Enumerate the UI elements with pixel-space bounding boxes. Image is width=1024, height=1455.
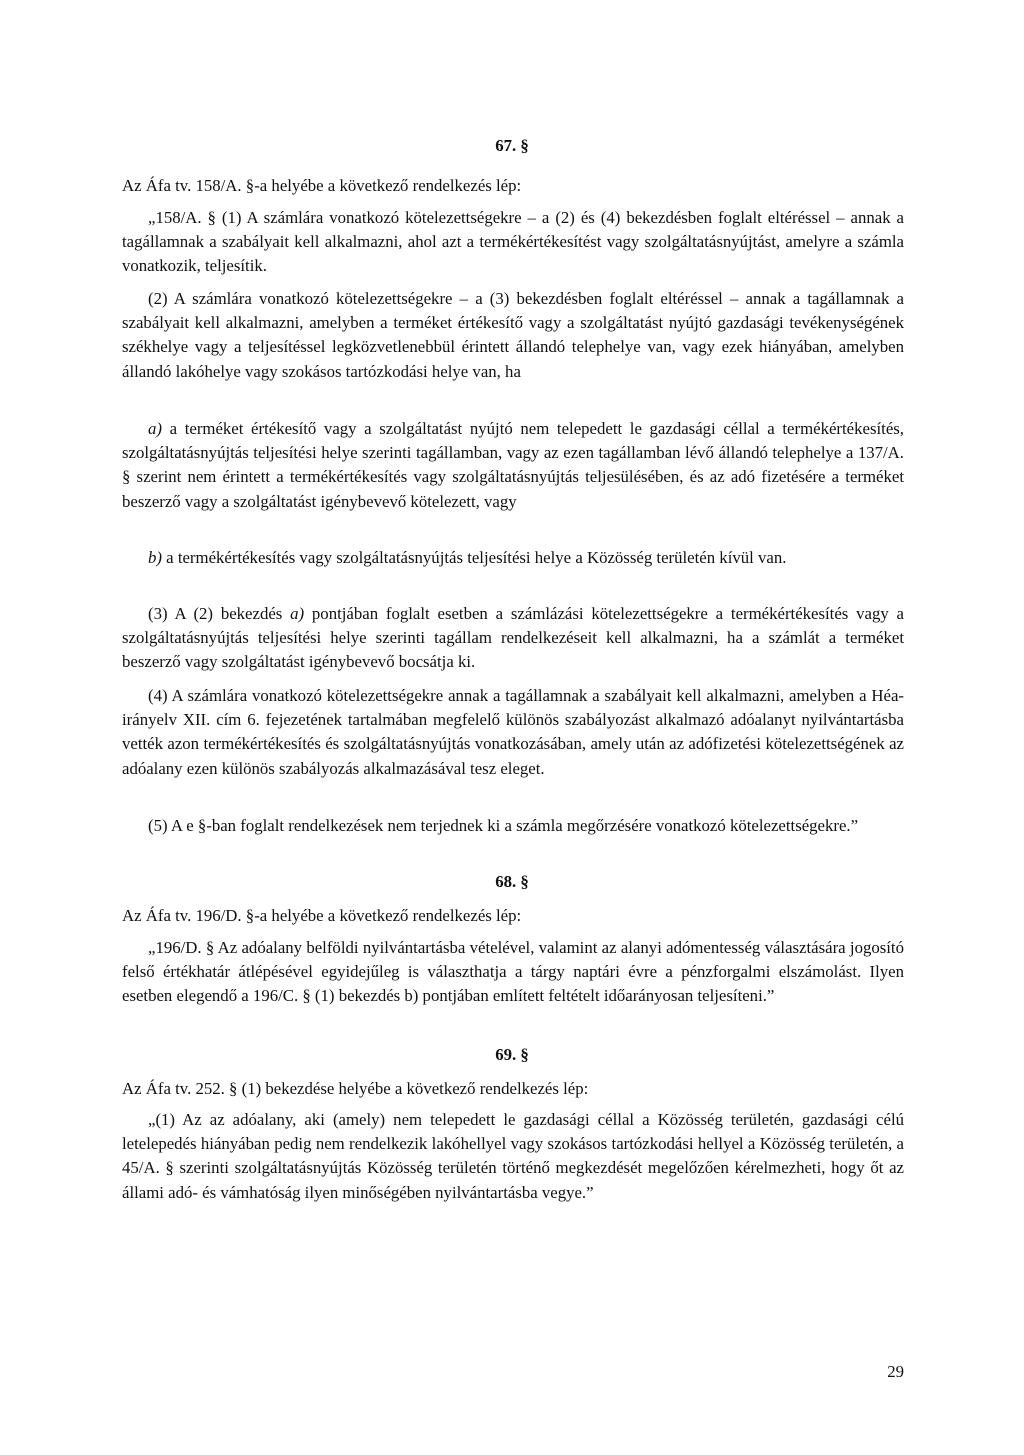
point-marker-b: b) xyxy=(148,548,162,567)
page-number: 29 xyxy=(887,1362,904,1381)
section-heading-67: 67. § xyxy=(495,136,529,155)
section-heading-68: 68. § xyxy=(495,872,529,891)
section-intro-67: Az Áfa tv. 158/A. §-a helyébe a következő rendelkezés lép: xyxy=(122,176,522,195)
paragraph-158a-2: (2) A számlára vonatkozó kötelezettségekre – a (3) bekezdésben foglalt eltéréssel – annak a tagállamnak a szabályait kell alkalmazni, amelyben a terméket értékesítő vagy a szolgáltatást nyújtó gazdasági tevékenységének székhelye vagy a teljesítéssel legközvetlenebbül érintett állandó telephelye van, vagy ezek hiányában, amelyben állandó lakóhelye vagy szokásos tartózkodási helye van, ha xyxy=(122,289,904,381)
point-reference-a: a) xyxy=(290,604,305,623)
section-heading-69: 69. § xyxy=(495,1045,529,1064)
paragraph-252-1: „(1) Az az adóalany, aki (amely) nem telepedett le gazdasági céllal a Közösség területén, gazdasági célú letelepedés hiányában pedig nem rendelkezik lakóhellyel vagy szokásos tartózkodási hellyel a Közösség területén, a 45/A. § szerinti szolgáltatásnyújtás Közösség területén történő megkezdését megelőzően kérelmezheti, hogy őt az állami adó- és vámhatóság ilyen minőségében nyilvántartásba vegye.” xyxy=(122,1110,904,1202)
paragraph-196d: „196/D. § Az adóalany belföldi nyilvántartásba vételével, valamint az alanyi adómentesség választására jogosító felső értékhatár átlépésével egyidejűleg is választhatja a tárgy naptári évre a pénzforgalmi elszámolást. Ilyen esetben elegendő a 196/C. § (1) bekezdés b) pontjában említett feltételt időarányosan teljesíteni.” xyxy=(122,938,904,1006)
section-intro-69: Az Áfa tv. 252. § (1) bekezdése helyébe a következő rendelkezés lép: xyxy=(122,1079,589,1098)
paragraph-158a-3: (3) A (2) bekezdés a) pontjában foglalt esetben a számlázási kötelezettségekre a termékértékesítés vagy a szolgáltatásnyújtás teljesítési helye szerinti tagállam rendelkezéseit kell alkalmazni, ha a számlát a terméket beszerző vagy szolgáltatást igénybevevő bocsátja ki. xyxy=(122,604,904,672)
paragraph-158a-1: „158/A. § (1) A számlára vonatkozó kötelezettségekre – a (2) és (4) bekezdésben foglalt eltéréssel – annak a tagállamnak a szabályait kell alkalmazni, ahol azt a termékértékesítést vagy szolgáltatásnyújtást, amelyre a számla vonatkozik, teljesítik. xyxy=(122,208,904,276)
section-intro-68: Az Áfa tv. 196/D. §-a helyébe a következő rendelkezés lép: xyxy=(122,906,522,925)
paragraph-158a-4: (4) A számlára vonatkozó kötelezettségekre annak a tagállamnak a szabályait kell alkalmazni, amelyben a Héa-irányelv XII. cím 6. fejezetének tartalmában megfelelő különös szabályozást alkalmazó adóalanyt nyilvántartásba vették azon termékértékesítés és szolgáltatásnyújtás vonatkozásában, amely után az adófizetési kötelezettségének az adóalany ezen különös szabályozás alkalmazásával tesz eleget. xyxy=(122,686,904,778)
point-marker-a: a) xyxy=(148,419,162,438)
paragraph-158a-2-a: a) a terméket értékesítő vagy a szolgáltatást nyújtó nem telepedett le gazdasági céllal a termékértékesítés, szolgáltatásnyújtás teljesítési helye szerinti tagállamban, vagy az ezen tagállamban lévő állandó telephelye a 137/A. § szerint nem érintett a termékértékesítés vagy szolgáltatásnyújtás teljesülésében, és az adó fizetésére a terméket beszerző vagy a szolgáltatást igénybevevő kötelezett, vagy xyxy=(122,419,904,511)
paragraph-158a-5: (5) A e §-ban foglalt rendelkezések nem terjednek ki a számla megőrzésére vonatkozó kötelezettségekre.” xyxy=(148,816,859,835)
paragraph-158a-2-b: b) a termékértékesítés vagy szolgáltatásnyújtás teljesítési helye a Közösség területén kívül van. xyxy=(148,548,787,567)
